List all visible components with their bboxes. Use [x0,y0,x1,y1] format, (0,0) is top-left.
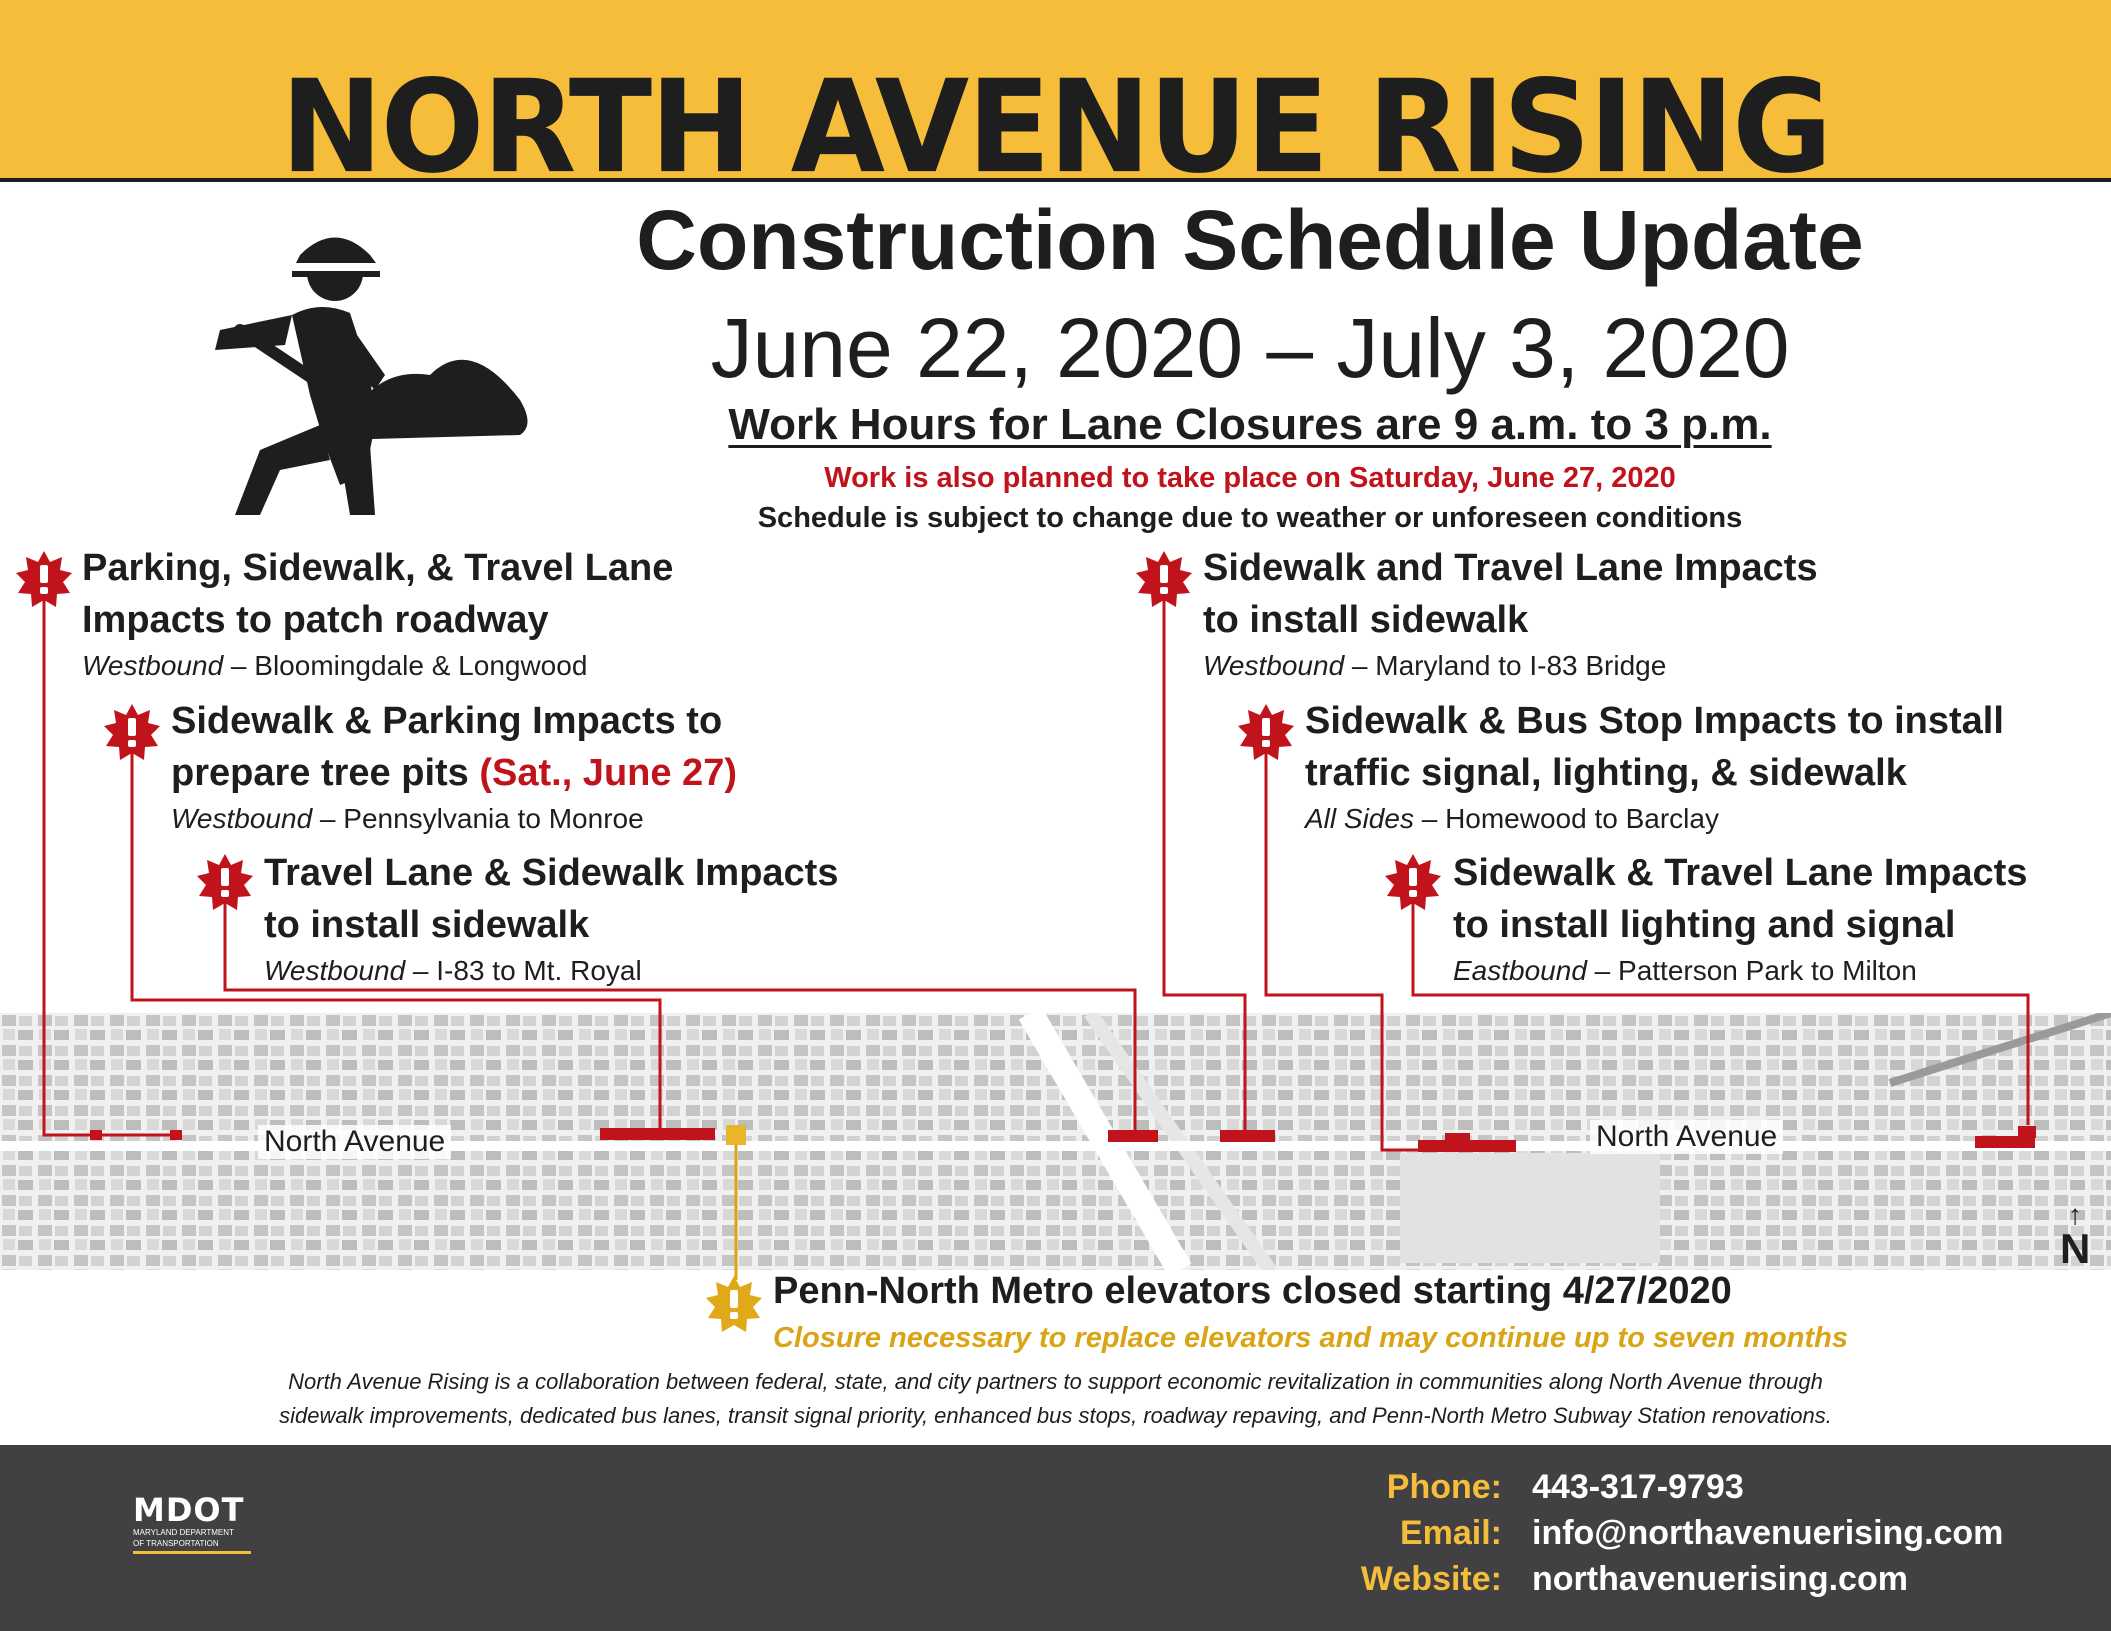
impact-4 [1203,542,1818,682]
page-subtitle: Construction Schedule Update [636,193,1864,287]
north-arrow-icon: ↑ N [2060,1199,2091,1272]
north-arrow-letter: N [2060,1225,2091,1272]
impact-2 [171,695,737,835]
impact-6-segment: – Patterson Park to Milton [1586,955,1917,986]
impact-6-line2: to install lighting and signal [1453,904,1956,946]
website-link[interactable]: northavenuerising.com [1532,1560,1908,1598]
impact-5-location [1305,803,2004,835]
phone-label: Phone: [1386,1468,1502,1506]
impact-1-line2: Impacts to patch roadway [82,599,549,641]
impact-1-location [82,650,673,682]
metro-alert-icon [705,1275,763,1333]
alert-icon [196,853,254,911]
impact-1-direction: Westbound [82,650,224,681]
impact-4-segment: – Maryland to I-83 Bridge [1344,650,1667,681]
page-title: NORTH AVENUE RISING [280,52,1831,202]
impact-6-line1: Sidewalk & Travel Lane Impacts [1453,852,2028,894]
impact-3 [264,847,838,987]
impact-2-direction: Westbound [171,803,313,834]
impact-2-segment: – Pennsylvania to Monroe [312,803,644,834]
impact-5-direction: All Sides [1305,803,1414,834]
impact-4-line2: to install sidewalk [1203,599,1529,641]
mdot-logo-caption-2: OF TRANSPORTATION [133,1539,219,1548]
alert-icon [15,550,73,608]
metro-closure-title: Penn-North Metro elevators closed starting 4/27/2020 [773,1270,1732,1312]
impact-3-line1: Travel Lane & Sidewalk Impacts [264,852,839,894]
about-line-2: sidewalk improvements, dedicated bus lanes, transit signal priority, enhanced bus stops, roadway repaving, and Penn-North Metro Subway Station renovations. [279,1403,1832,1428]
impact-3-direction: Westbound [264,955,406,986]
subject-note: Schedule is subject to change due to weather or unforeseen conditions [757,502,1743,534]
mdot-logo [133,1491,253,1554]
email-label: Email: [1399,1514,1502,1552]
mdot-logo-bar [133,1551,251,1554]
impact-1-segment: – Bloomingdale & Longwood [223,650,588,681]
impact-1-line1: Parking, Sidewalk, & Travel Lane [82,547,674,589]
mdot-logo-caption-1: MARYLAND DEPARTMENT [133,1528,234,1537]
impact-6-direction: Eastbound [1453,955,1587,986]
impact-2-highlight: (Sat., June 27) [479,752,737,794]
alert-icon [103,703,161,761]
impact-5-line2: traffic signal, lighting, & sidewalk [1305,752,1907,794]
website-label: Website: [1360,1560,1502,1598]
contact-email-row [1250,1514,2070,1560]
work-hours [430,400,2070,450]
impact-5-line1: Sidewalk & Bus Stop Impacts to install [1305,700,2004,742]
impact-5 [1305,695,2004,835]
impact-3-location [264,955,838,987]
impact-3-segment: – I-83 to Mt. Royal [405,955,642,986]
email-link[interactable]: info@northavenuerising.com [1532,1514,2004,1552]
contact-website-row [1250,1560,2070,1606]
mdot-logo-mark: MDOT [133,1491,245,1529]
impact-2-location [171,803,737,835]
impact-2-line2-wrap [171,747,737,799]
impact-1 [82,542,673,682]
north-avenue-label-east: North Avenue [1590,1120,1783,1154]
impact-6 [1453,847,2027,987]
impact-3-line2: to install sidewalk [264,904,590,946]
impact-6-location [1453,955,2027,987]
schedule-dates: June 22, 2020 – July 3, 2020 [710,301,1790,395]
phone-value[interactable]: 443-317-9793 [1532,1468,1744,1506]
impact-4-direction: Westbound [1203,650,1345,681]
impact-4-location [1203,650,1818,682]
contact-phone-row [1250,1468,2070,1514]
north-avenue-label-west: North Avenue [258,1125,451,1159]
metro-closure-note: Closure necessary to replace elevators and may continue up to seven months [773,1322,1848,1354]
impact-5-segment: – Homewood to Barclay [1413,803,1719,834]
work-hours-text: Work Hours for Lane Closures are 9 a.m. to 3 p.m. [728,400,1772,449]
about-text [60,1365,2051,1433]
impact-4-line1: Sidewalk and Travel Lane Impacts [1203,547,1818,589]
alert-icon [1135,550,1193,608]
impact-2-line1: Sidewalk & Parking Impacts to [171,700,723,742]
alert-icon [1384,853,1442,911]
contact-info [1250,1468,2070,1606]
saturday-note: Work is also planned to take place on Saturday, June 27, 2020 [824,462,1676,494]
about-line-1: North Avenue Rising is a collaboration between federal, state, and city partners to support economic revitalization in communities along North Avenue through [288,1369,1823,1394]
impact-2-line2: prepare tree pits [171,752,480,794]
alert-icon [1237,703,1295,761]
